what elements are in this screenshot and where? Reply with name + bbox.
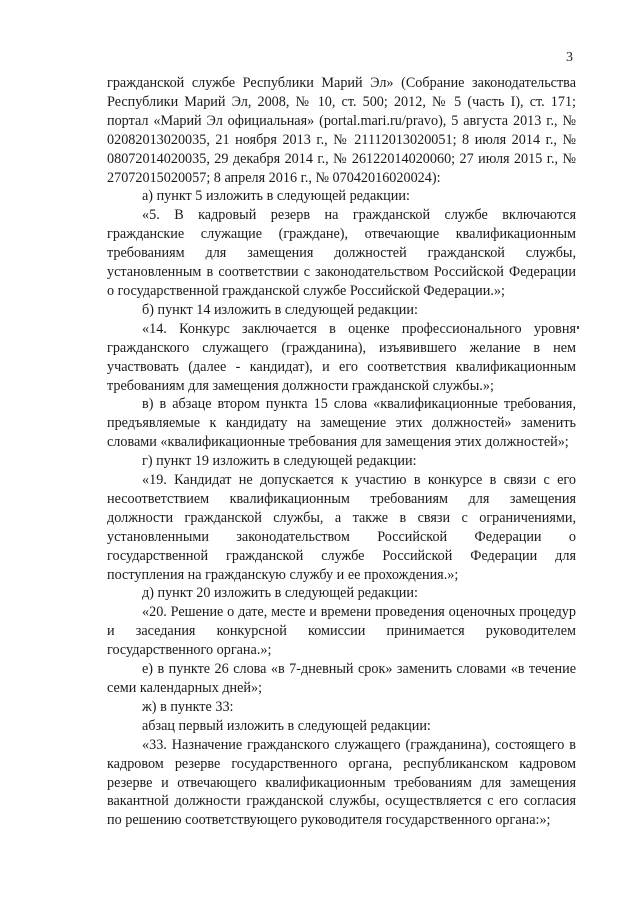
paragraph-clause-14: «14. Конкурс заключается в оценке профессионального уровня гражданского служащего (гражданина), изъявившего желание в нем участвовать (далее - кандидат), и его соответствия квалификационным требованиям для замещения должности гражданской службы.»;	[107, 320, 576, 394]
paragraph-item-v: в) в абзаце втором пункта 15 слова «квалификационные требования, предъявляемые к кандидату на замещение этих должностей» заменить словами «квалификационные требования для замещения этих должностей»;	[107, 396, 576, 451]
paragraph-clause-20: «20. Решение о дате, месте и времени проведения оценочных процедур и заседания конкурсной комиссии принимается руководителем государственного органа.»;	[107, 604, 576, 659]
document-body	[107, 74, 576, 830]
paragraph-item-e: е) в пункте 26 слова «в 7-дневный срок» заменить словами «в течение семи календарных дней»;	[107, 661, 576, 696]
paragraph-intro-continuation: гражданской службе Республики Марий Эл» (Собрание законодательства Республики Марий Эл, 2008, № 10, ст. 500; 2012, № 5 (часть I), ст. 171; портал «Марий Эл официальная» (portal.mari.ru/pravo), 5 августа 2013 г., № 02082013020035, 21 ноября 2013 г., № 21112013020051; 8 июля 2014 г., № 08072014020035, 29 декабря 2014 г., № 26122014020060; 27 июля 2015 г., № 27072015020057; 8 апреля 2016 г., № 07042016020024):	[107, 75, 576, 186]
paragraph-item-d: д) пункт 20 изложить в следующей редакции:	[142, 585, 418, 602]
scan-artifact	[577, 326, 579, 329]
paragraph-item-b: б) пункт 14 изложить в следующей редакции:	[142, 301, 418, 318]
paragraph-clause-19: «19. Кандидат не допускается к участию в конкурсе в связи с его несоответствием квалификационным требованиям для замещения должности гражданской службы, а также в связи с ограничениями, установленными законодательством Российской Федерации о государственной гражданской службе Российской Федерации для поступления на гражданскую службу и ее прохождения.»;	[107, 472, 576, 583]
page-number: 3	[566, 50, 573, 65]
paragraph-item-zh: ж) в пункте 33:	[142, 698, 234, 715]
paragraph-clause-33: «33. Назначение гражданского служащего (гражданина), состоящего в кадровом резерве государственного органа, республиканском кадровом резерве и отвечающего квалификационным требованиям для замещения вакантной должности гражданской службы, осуществляется с его согласия по решению соответствующего руководителя государственного органа:»;	[107, 736, 576, 829]
paragraph-clause-5: «5. В кадровый резерв на гражданской службе включаются гражданские служащие (граждане), отвечающие квалификационным требованиям для замещения должностей гражданской службы, установленным в соответствии с законодательством Российской Федерации о государственной гражданской службе Российской Федерации.»;	[107, 207, 576, 299]
paragraph-item-g: г) пункт 19 изложить в следующей редакции:	[142, 453, 417, 470]
paragraph-item-a: а) пункт 5 изложить в следующей редакции:	[142, 188, 410, 205]
paragraph-item-zh-sub: абзац первый изложить в следующей редакции:	[142, 717, 431, 734]
